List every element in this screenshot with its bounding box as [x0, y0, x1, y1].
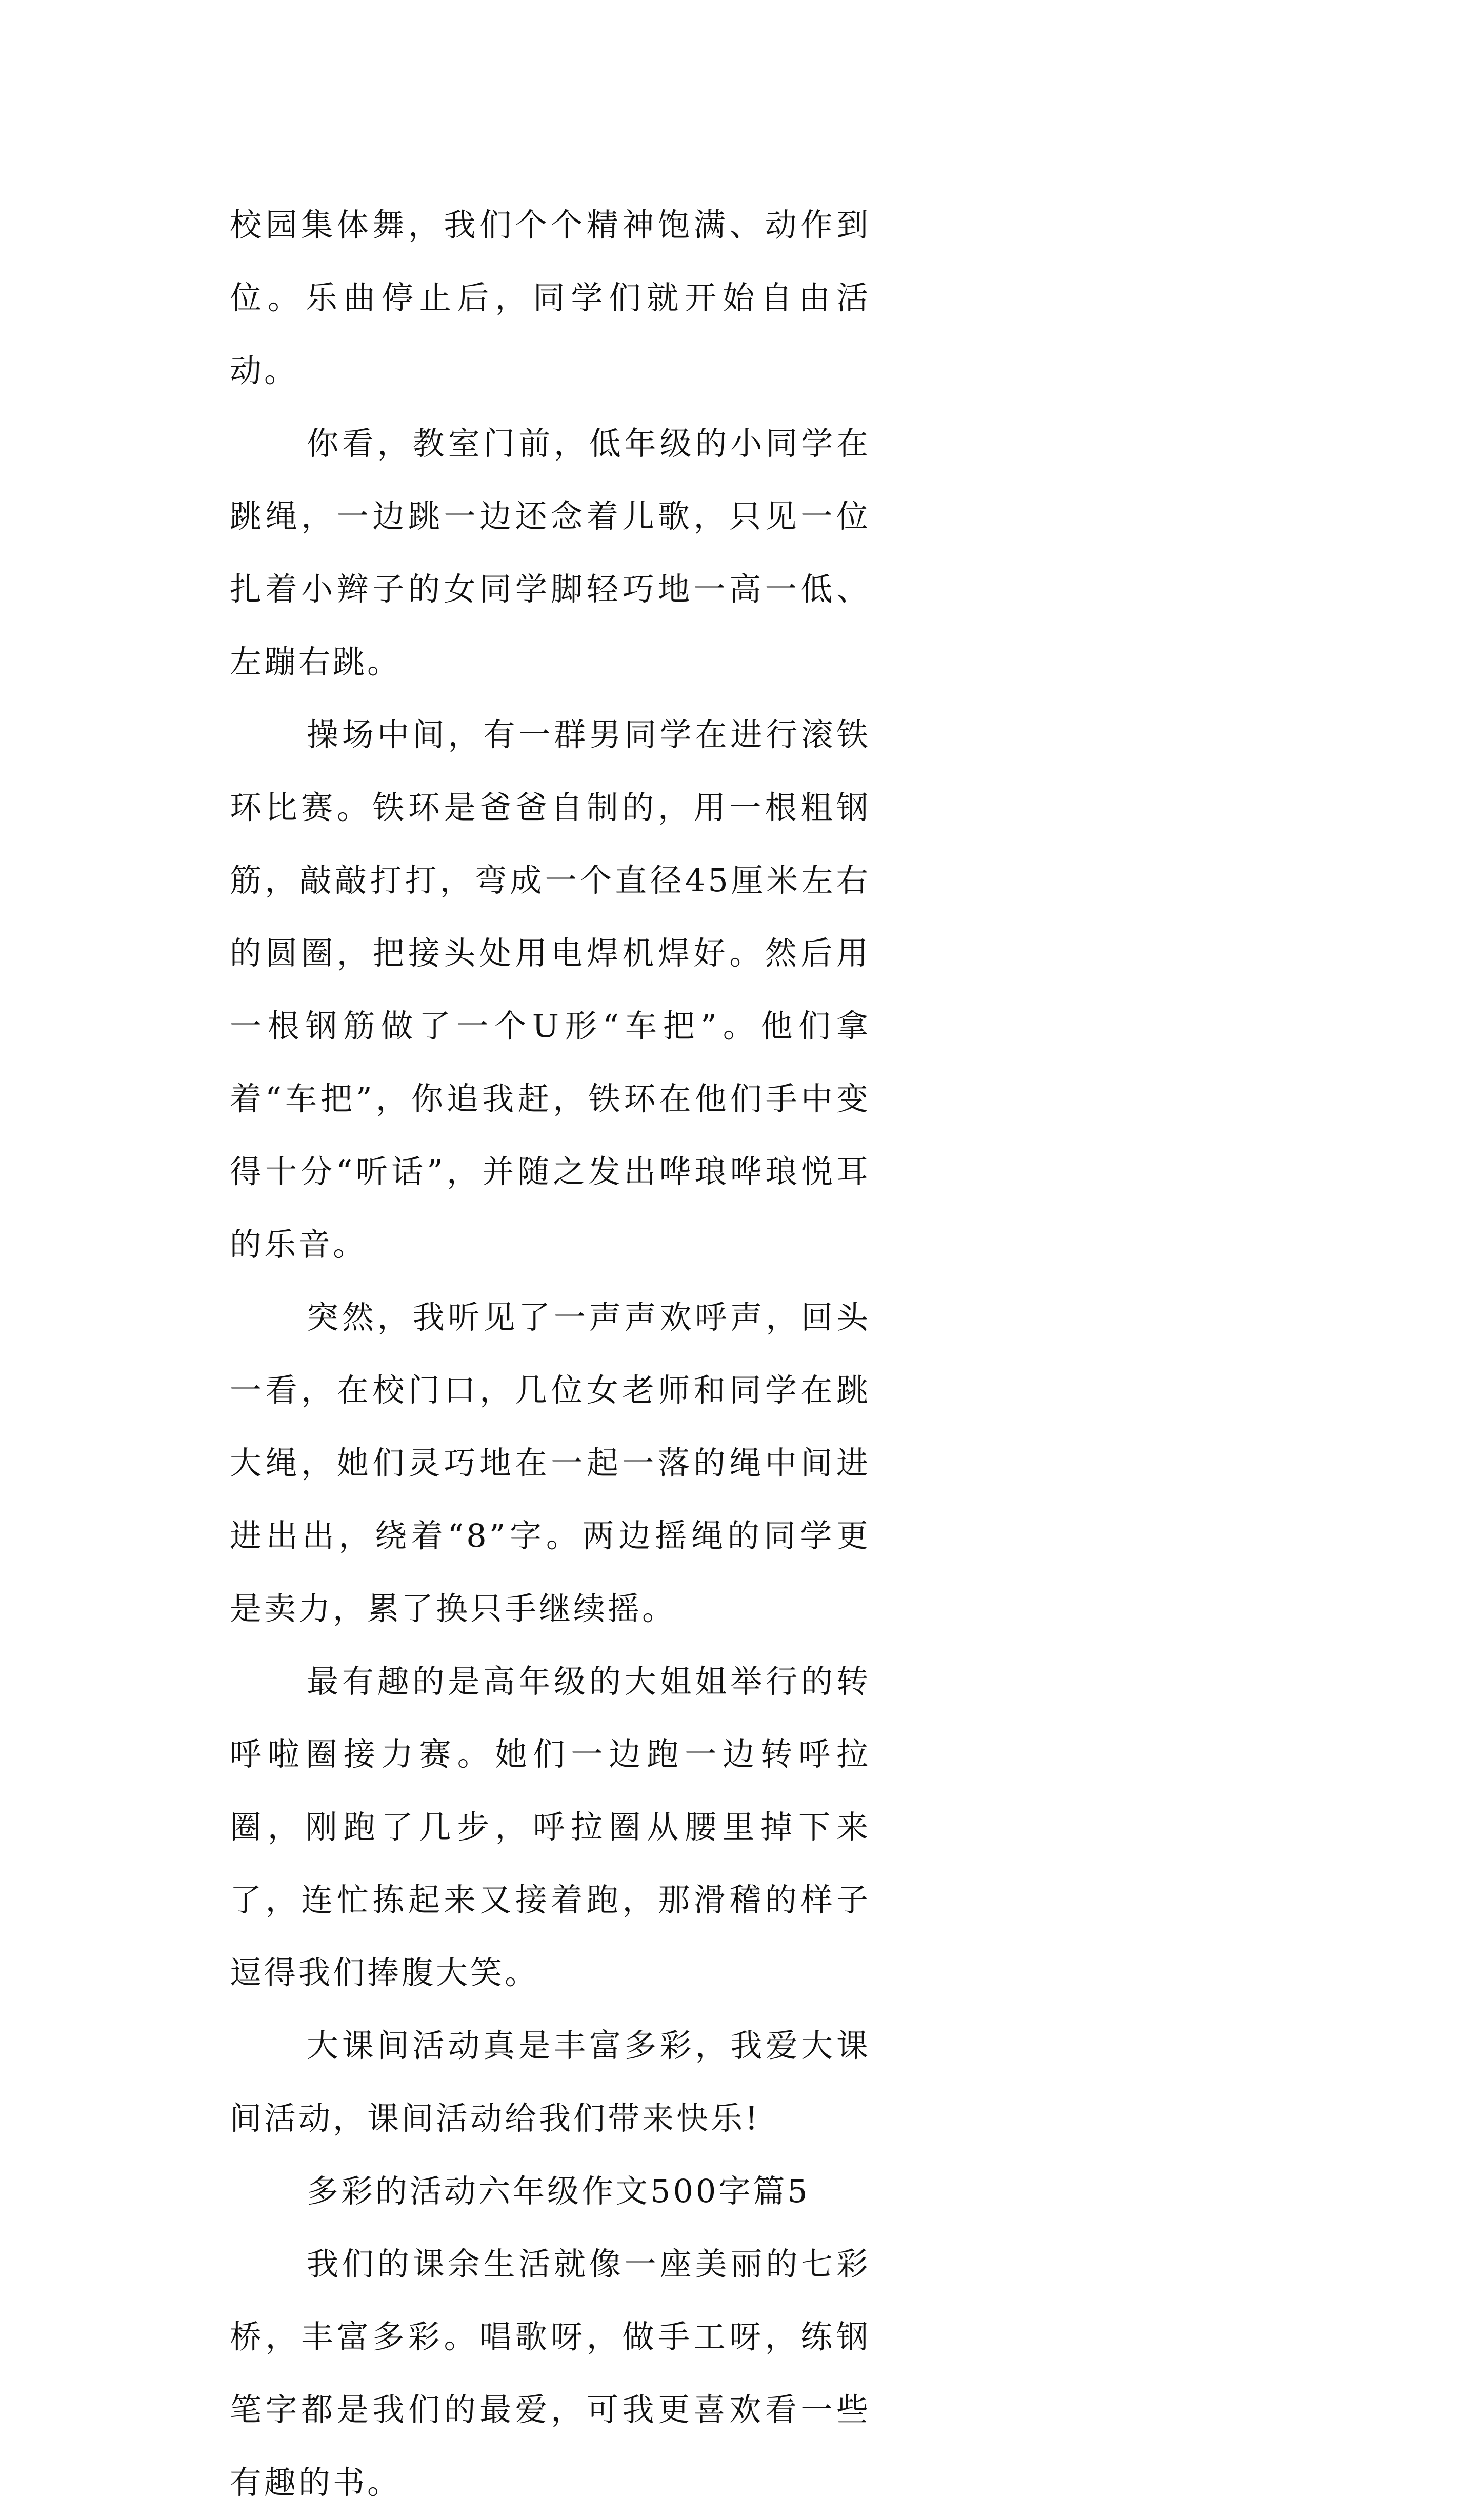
- document-body: [230, 189, 871, 2519]
- paragraph: 最有趣的是高年级的大姐姐举行的转呼啦圈接力赛。她们一边跑一边转呼拉圈，刚跑了几步，呼拉圈从腰里掉下来了，连忙拣起来又接着跑，那滑稽的样子逗得我们捧腹大笑。: [230, 1663, 871, 1991]
- paragraph: 我们的课余生活就像一座美丽的七彩桥，丰富多彩。唱歌呀，做手工呀，练钢笔字都是我们的最爱，可我更喜欢看一些有趣的书。: [230, 2245, 871, 2501]
- paragraph: 操场中间，有一群男同学在进行滚铁环比赛。铁环是爸爸自制的，用一根粗钢筋，敲敲打打，弯成一个直径45厘米左右的圆圈，把接头处用电焊机焊好。然后用一根钢筋做了一个U形“车把”。他们拿着“车把”，你追我赶，铁环在他们手中变得十分“听话”，并随之发出哗琅哗琅悦耳的乐音。: [230, 716, 871, 1263]
- section-heading: 多彩的活动六年级作文500字篇5: [307, 2172, 810, 2210]
- paragraph: 你看，教室门前，低年级的小同学在跳绳，一边跳一边还念着儿歌，只见一位扎着小辫子的女同学脚轻巧地一高一低、左蹦右跳。: [230, 425, 871, 681]
- paragraph: 突然，我听见了一声声欢呼声，回头一看，在校门口，几位女老师和同学在跳大绳，她们灵巧地在一起一落的绳中间进进出出，绕着“8”字。两边摇绳的同学更是卖力，累了换只手继续摇。: [230, 1298, 871, 1627]
- paragraph: 大课间活动真是丰富多彩，我爱大课间活动，课间活动给我们带来快乐!: [230, 2027, 871, 2137]
- paragraph: 校园集体舞，我们个个精神饱满、动作到位。乐曲停止后，同学们就开始自由活动。: [230, 206, 871, 389]
